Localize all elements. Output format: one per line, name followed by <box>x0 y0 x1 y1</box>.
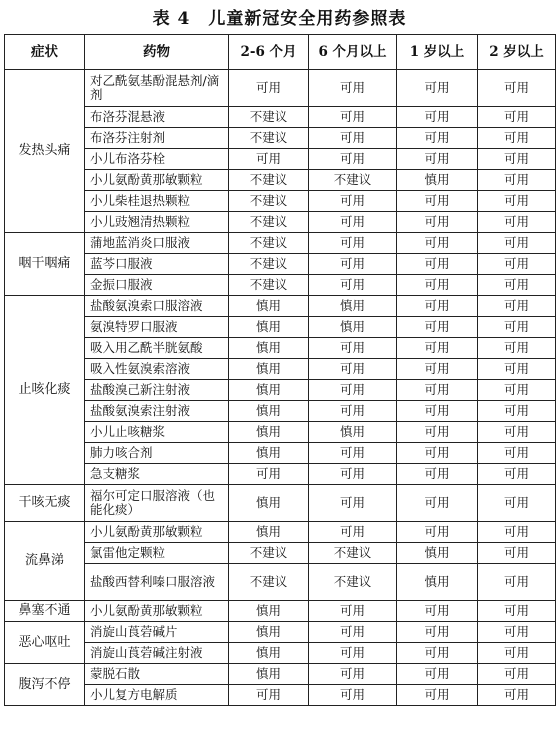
drug-cell: 氯雷他定颗粒 <box>85 543 229 564</box>
recommendation-cell: 不建议 <box>309 564 397 601</box>
recommendation-cell: 可用 <box>397 643 478 664</box>
table-body <box>5 70 556 706</box>
recommendation-cell: 可用 <box>478 233 556 254</box>
recommendation-cell: 可用 <box>478 254 556 275</box>
recommendation-cell: 可用 <box>397 664 478 685</box>
recommendation-cell: 可用 <box>478 212 556 233</box>
drug-cell: 小儿氨酚黄那敏颗粒 <box>85 522 229 543</box>
symptom-cell: 咽干咽痛 <box>5 233 85 296</box>
table-row <box>5 275 556 296</box>
recommendation-cell: 可用 <box>478 464 556 485</box>
recommendation-cell: 可用 <box>397 401 478 422</box>
recommendation-cell: 不建议 <box>229 191 309 212</box>
table-row <box>5 485 556 522</box>
recommendation-cell: 慎用 <box>397 564 478 601</box>
recommendation-cell: 慎用 <box>229 622 309 643</box>
recommendation-cell: 慎用 <box>229 643 309 664</box>
drug-cell: 小儿止咳糖浆 <box>85 422 229 443</box>
recommendation-cell: 可用 <box>478 70 556 107</box>
table-row <box>5 128 556 149</box>
recommendation-cell: 可用 <box>478 564 556 601</box>
recommendation-cell: 慎用 <box>229 317 309 338</box>
recommendation-cell: 慎用 <box>309 422 397 443</box>
recommendation-cell: 可用 <box>478 485 556 522</box>
table-row <box>5 212 556 233</box>
recommendation-cell: 可用 <box>478 422 556 443</box>
table-row <box>5 685 556 706</box>
recommendation-cell: 可用 <box>229 149 309 170</box>
header-age-1-year-plus: 1 岁以上 <box>397 35 478 70</box>
recommendation-cell: 可用 <box>397 128 478 149</box>
recommendation-cell: 可用 <box>478 380 556 401</box>
recommendation-cell: 可用 <box>397 464 478 485</box>
recommendation-cell: 可用 <box>309 380 397 401</box>
recommendation-cell: 可用 <box>309 401 397 422</box>
recommendation-cell: 慎用 <box>229 338 309 359</box>
symptom-cell: 发热头痛 <box>5 70 85 233</box>
table-row <box>5 564 556 601</box>
recommendation-cell: 可用 <box>309 128 397 149</box>
table-title: 表 4 儿童新冠安全用药参照表 <box>152 9 407 29</box>
recommendation-cell: 可用 <box>397 685 478 706</box>
recommendation-cell: 可用 <box>478 338 556 359</box>
recommendation-cell: 不建议 <box>309 543 397 564</box>
recommendation-cell: 可用 <box>397 522 478 543</box>
table-row <box>5 522 556 543</box>
recommendation-cell: 可用 <box>478 443 556 464</box>
recommendation-cell: 慎用 <box>229 664 309 685</box>
recommendation-cell: 慎用 <box>229 422 309 443</box>
recommendation-cell: 不建议 <box>229 564 309 601</box>
recommendation-cell: 慎用 <box>229 601 309 622</box>
table-row <box>5 149 556 170</box>
recommendation-cell: 可用 <box>478 543 556 564</box>
drug-cell: 小儿布洛芬栓 <box>85 149 229 170</box>
recommendation-cell: 可用 <box>229 464 309 485</box>
symptom-cell: 恶心呕吐 <box>5 622 85 664</box>
recommendation-cell: 可用 <box>478 191 556 212</box>
table-row <box>5 359 556 380</box>
recommendation-cell: 可用 <box>397 601 478 622</box>
drug-cell: 急支糖浆 <box>85 464 229 485</box>
recommendation-cell: 不建议 <box>229 212 309 233</box>
drug-cell: 对乙酰氨基酚混悬剂/滴剂 <box>85 70 229 107</box>
table-row <box>5 296 556 317</box>
recommendation-cell: 可用 <box>309 212 397 233</box>
recommendation-cell: 可用 <box>397 296 478 317</box>
drug-cell: 小儿氨酚黄那敏颗粒 <box>85 170 229 191</box>
drug-cell: 盐酸西替利嗪口服溶液 <box>85 564 229 601</box>
recommendation-cell: 可用 <box>478 107 556 128</box>
header-age-6-months-plus: 6 个月以上 <box>309 35 397 70</box>
recommendation-cell: 可用 <box>309 485 397 522</box>
recommendation-cell: 可用 <box>309 601 397 622</box>
recommendation-cell: 可用 <box>397 443 478 464</box>
table-row <box>5 170 556 191</box>
table-row <box>5 233 556 254</box>
recommendation-cell: 可用 <box>309 359 397 380</box>
recommendation-cell: 不建议 <box>309 170 397 191</box>
table-row <box>5 664 556 685</box>
recommendation-cell: 可用 <box>309 338 397 359</box>
header-symptom: 症状 <box>5 35 85 70</box>
recommendation-cell: 可用 <box>397 70 478 107</box>
recommendation-cell: 不建议 <box>229 128 309 149</box>
recommendation-cell: 可用 <box>309 149 397 170</box>
drug-cell: 盐酸氨溴索口服溶液 <box>85 296 229 317</box>
recommendation-cell: 可用 <box>309 70 397 107</box>
header-age-2-6-months: 2-6 个月 <box>229 35 309 70</box>
recommendation-cell: 可用 <box>478 685 556 706</box>
recommendation-cell: 可用 <box>478 296 556 317</box>
recommendation-cell: 慎用 <box>309 296 397 317</box>
table-row <box>5 401 556 422</box>
table-row <box>5 464 556 485</box>
recommendation-cell: 可用 <box>397 107 478 128</box>
recommendation-cell: 慎用 <box>229 485 309 522</box>
recommendation-cell: 可用 <box>309 664 397 685</box>
symptom-cell: 干咳无痰 <box>5 485 85 522</box>
table-row <box>5 70 556 107</box>
recommendation-cell: 可用 <box>397 359 478 380</box>
header-age-2-years-plus: 2 岁以上 <box>478 35 556 70</box>
table-row <box>5 338 556 359</box>
symptom-cell: 流鼻涕 <box>5 522 85 601</box>
recommendation-cell: 可用 <box>478 643 556 664</box>
recommendation-cell: 慎用 <box>229 296 309 317</box>
recommendation-cell: 慎用 <box>397 543 478 564</box>
drug-cell: 蓝芩口服液 <box>85 254 229 275</box>
drug-cell: 肺力咳合剂 <box>85 443 229 464</box>
recommendation-cell: 可用 <box>397 485 478 522</box>
recommendation-cell: 不建议 <box>229 275 309 296</box>
recommendation-cell: 可用 <box>397 275 478 296</box>
drug-cell: 福尔可定口服溶液（也能化痰） <box>85 485 229 522</box>
drug-cell: 消旋山莨菪碱注射液 <box>85 643 229 664</box>
recommendation-cell: 可用 <box>309 233 397 254</box>
recommendation-cell: 可用 <box>309 275 397 296</box>
symptom-cell: 鼻塞不通 <box>5 601 85 622</box>
table-row <box>5 601 556 622</box>
drug-cell: 小儿豉翘清热颗粒 <box>85 212 229 233</box>
drug-cell: 布洛芬混悬液 <box>85 107 229 128</box>
recommendation-cell: 可用 <box>309 522 397 543</box>
symptom-cell: 腹泻不停 <box>5 664 85 706</box>
table-row <box>5 622 556 643</box>
recommendation-cell: 可用 <box>397 233 478 254</box>
recommendation-cell: 不建议 <box>229 254 309 275</box>
drug-cell: 消旋山莨菪碱片 <box>85 622 229 643</box>
table-row <box>5 107 556 128</box>
recommendation-cell: 可用 <box>397 317 478 338</box>
recommendation-cell: 可用 <box>397 622 478 643</box>
medication-reference-table <box>4 34 556 706</box>
recommendation-cell: 不建议 <box>229 170 309 191</box>
recommendation-cell: 慎用 <box>229 522 309 543</box>
drug-cell: 盐酸氨溴索注射液 <box>85 401 229 422</box>
recommendation-cell: 可用 <box>397 422 478 443</box>
recommendation-cell: 可用 <box>478 149 556 170</box>
drug-cell: 氨溴特罗口服液 <box>85 317 229 338</box>
recommendation-cell: 不建议 <box>229 543 309 564</box>
recommendation-cell: 可用 <box>478 128 556 149</box>
recommendation-cell: 不建议 <box>229 233 309 254</box>
drug-cell: 小儿氨酚黄那敏颗粒 <box>85 601 229 622</box>
recommendation-cell: 可用 <box>478 664 556 685</box>
recommendation-cell: 慎用 <box>397 170 478 191</box>
recommendation-cell: 可用 <box>397 380 478 401</box>
drug-cell: 小儿复方电解质 <box>85 685 229 706</box>
recommendation-cell: 可用 <box>309 685 397 706</box>
recommendation-cell: 可用 <box>397 338 478 359</box>
recommendation-cell: 可用 <box>309 191 397 212</box>
drug-cell: 金振口服液 <box>85 275 229 296</box>
recommendation-cell: 可用 <box>309 464 397 485</box>
table-header-row <box>5 35 556 70</box>
table-row <box>5 191 556 212</box>
recommendation-cell: 可用 <box>478 275 556 296</box>
recommendation-cell: 可用 <box>229 70 309 107</box>
recommendation-cell: 可用 <box>309 107 397 128</box>
drug-cell: 蒲地蓝消炎口服液 <box>85 233 229 254</box>
recommendation-cell: 可用 <box>478 170 556 191</box>
drug-cell: 吸入性氨溴索溶液 <box>85 359 229 380</box>
recommendation-cell: 慎用 <box>229 359 309 380</box>
table-row <box>5 254 556 275</box>
recommendation-cell: 可用 <box>229 685 309 706</box>
bottom-fade <box>0 712 559 741</box>
recommendation-cell: 可用 <box>309 622 397 643</box>
recommendation-cell: 可用 <box>309 443 397 464</box>
drug-cell: 盐酸溴己新注射液 <box>85 380 229 401</box>
recommendation-cell: 慎用 <box>229 401 309 422</box>
table-row <box>5 380 556 401</box>
recommendation-cell: 慎用 <box>229 380 309 401</box>
recommendation-cell: 可用 <box>478 601 556 622</box>
recommendation-cell: 可用 <box>309 643 397 664</box>
table-row <box>5 422 556 443</box>
recommendation-cell: 可用 <box>397 254 478 275</box>
recommendation-cell: 不建议 <box>229 107 309 128</box>
recommendation-cell: 可用 <box>478 622 556 643</box>
recommendation-cell: 慎用 <box>229 443 309 464</box>
recommendation-cell: 可用 <box>309 254 397 275</box>
recommendation-cell: 可用 <box>478 522 556 543</box>
drug-cell: 蒙脱石散 <box>85 664 229 685</box>
recommendation-cell: 可用 <box>478 317 556 338</box>
symptom-cell: 止咳化痰 <box>5 296 85 485</box>
recommendation-cell: 可用 <box>397 149 478 170</box>
drug-cell: 吸入用乙酰半胱氨酸 <box>85 338 229 359</box>
header-drug: 药物 <box>85 35 229 70</box>
recommendation-cell: 可用 <box>478 401 556 422</box>
recommendation-cell: 慎用 <box>309 317 397 338</box>
table-row <box>5 543 556 564</box>
table-row <box>5 643 556 664</box>
recommendation-cell: 可用 <box>397 212 478 233</box>
table-row <box>5 443 556 464</box>
recommendation-cell: 可用 <box>478 359 556 380</box>
drug-cell: 小儿柴桂退热颗粒 <box>85 191 229 212</box>
recommendation-cell: 可用 <box>397 191 478 212</box>
table-row <box>5 317 556 338</box>
drug-cell: 布洛芬注射剂 <box>85 128 229 149</box>
